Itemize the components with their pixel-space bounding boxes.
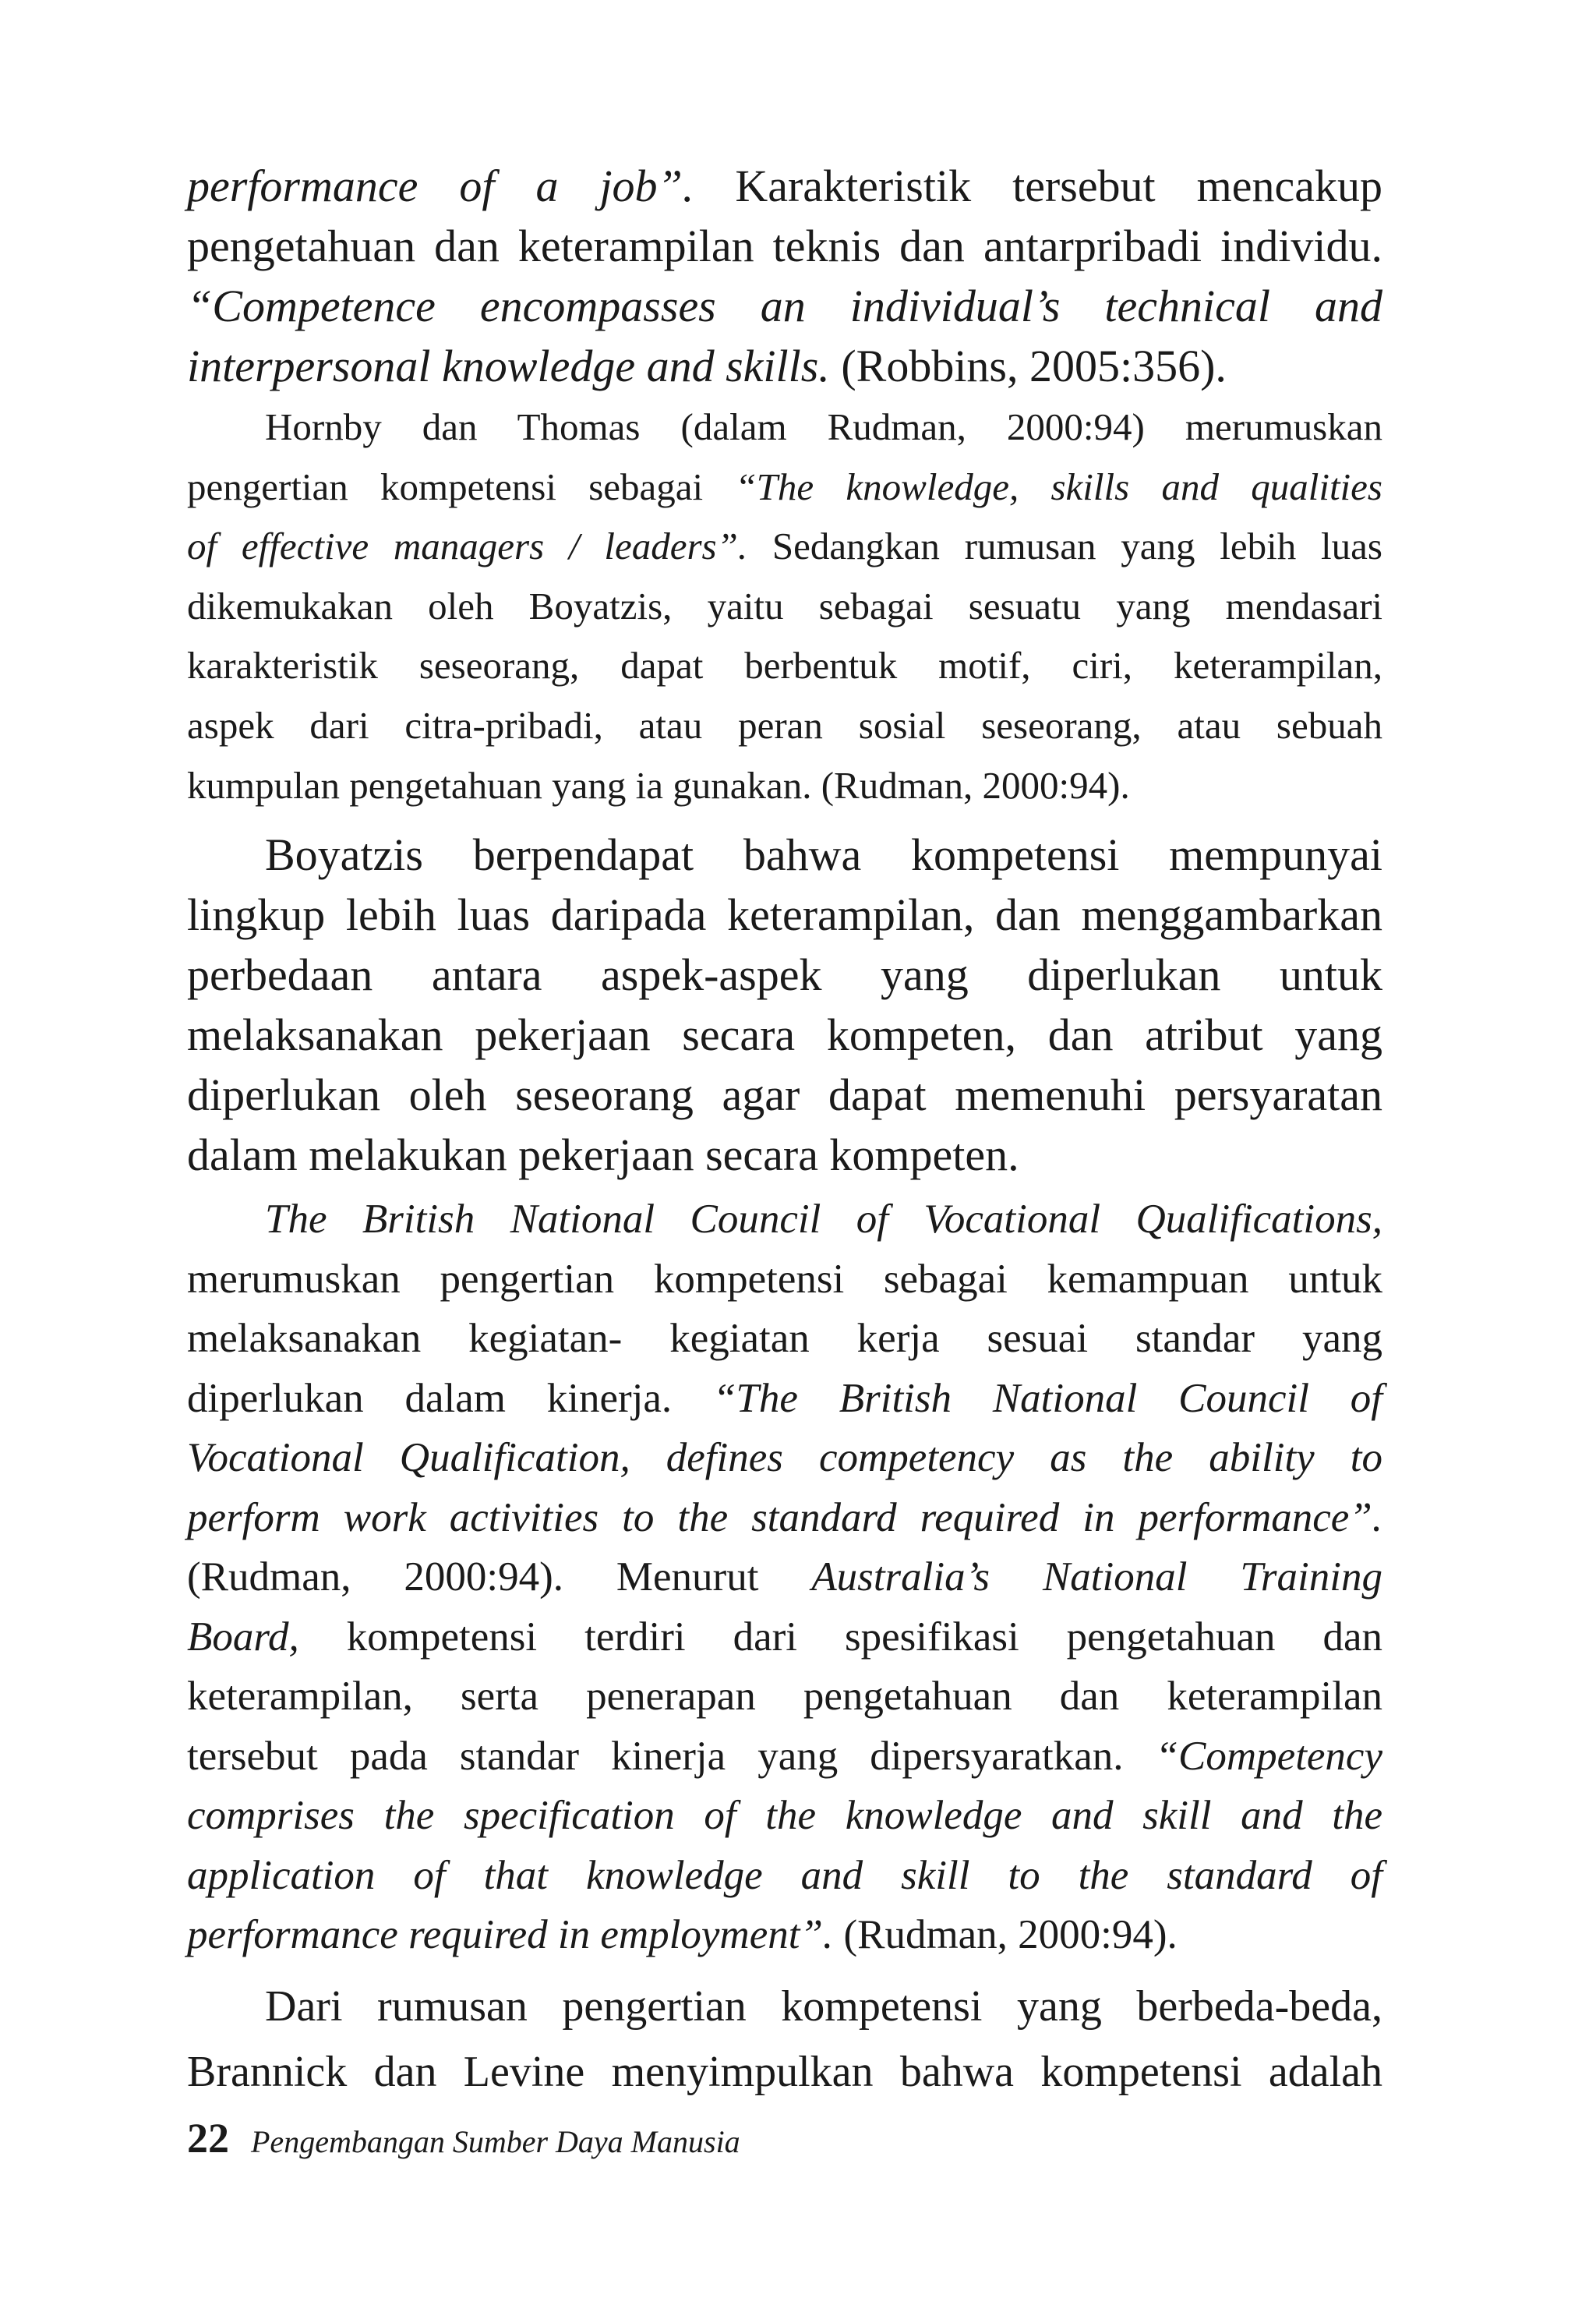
text-line: of effective managers / leaders”. Sedangkan rumusan yang lebih luas [187,525,1382,568]
text-line: Brannick dan Levine menyimpulkan bahwa kompetensi adalah [187,2047,1382,2096]
text-line: melaksanakan kegiatan- kegiatan kerja sesuai standar yang [187,1316,1382,1362]
running-title: Pengembangan Sumber Daya Manusia [251,2124,740,2159]
text-line: karakteristik seseorang, dapat berbentuk motif, ciri, keterampilan, [187,644,1382,688]
text-line: merumuskan pengertian kompetensi sebagai kemampuan untuk [187,1256,1382,1302]
text-line: pengetahuan dan keterampilan teknis dan antarpribadi individu. [187,221,1382,271]
paragraph-brannick-levine [187,1974,1382,2104]
paragraph-british-council [187,1190,1382,1965]
text-line: perbedaan antara aspek-aspek yang diperlukan untuk [187,949,1382,1001]
text-line: Board, kompetensi terdiri dari spesifikasi pengetahuan dan [187,1614,1382,1660]
text-line: performance required in employment”. (Rudman, 2000:94). [187,1912,1178,1958]
text-line: interpersonal knowledge and skills. (Robbins, 2005:356). [187,341,1227,391]
text-line: Dari rumusan pengertian kompetensi yang berbeda-beda, [265,1981,1382,2031]
text-line: Vocational Qualification, defines competency as the ability to [187,1435,1382,1481]
text-line: diperlukan dalam kinerja. “The British National Council of [187,1375,1383,1421]
page-footer [187,2114,740,2162]
text-line: dikemukakan oleh Boyatzis, yaitu sebagai sesuatu yang mendasari [187,584,1382,627]
text-line: melaksanakan pekerjaan secara kompeten, dan atribut yang [187,1009,1382,1061]
text-line: keterampilan, serta penerapan pengetahuan dan keterampilan [187,1674,1382,1720]
text-line: tersebut pada standar kinerja yang dipersyaratkan. “Competency [187,1733,1382,1779]
text-line: The British National Council of Vocational Qualifications, [265,1197,1382,1243]
text-line: (Rudman, 2000:94). Menurut Australia’s National Training [187,1554,1382,1600]
text-line: Hornby dan Thomas (dalam Rudman, 2000:94) merumuskan [265,405,1382,448]
text-line: comprises the specification of the knowledge and skill and the [187,1793,1382,1839]
text-line: “Competence encompasses an individual’s technical and [187,281,1382,331]
paragraph-robbins-quote [187,156,1382,396]
page-body [187,156,1382,2104]
text-line: diperlukan oleh seseorang agar dapat memenuhi persyaratan [187,1069,1382,1121]
text-line: perform work activities to the standard required in performance”. [187,1494,1382,1540]
paragraph-boyatzis [187,825,1382,1185]
paragraph-hornby-thomas [187,398,1382,815]
text-line: dalam melakukan pekerjaan secara kompeten. [187,1129,1019,1181]
page-number: 22 [187,2115,229,2162]
text-line: pengertian kompetensi sebagai “The knowledge, skills and qualities [187,465,1382,508]
text-line: aspek dari citra-pribadi, atau peran sosial seseorang, atau sebuah [187,703,1382,747]
text-line: application of that knowledge and skill to the standard of [187,1852,1382,1898]
text-line: kumpulan pengetahuan yang ia gunakan. (Rudman, 2000:94). [187,763,1130,807]
text-line: lingkup lebih luas daripada keterampilan, dan menggambarkan [187,889,1382,941]
text-line: performance of a job”. Karakteristik tersebut mencakup [187,161,1383,211]
text-line: Boyatzis berpendapat bahwa kompetensi mempunyai [265,829,1382,881]
